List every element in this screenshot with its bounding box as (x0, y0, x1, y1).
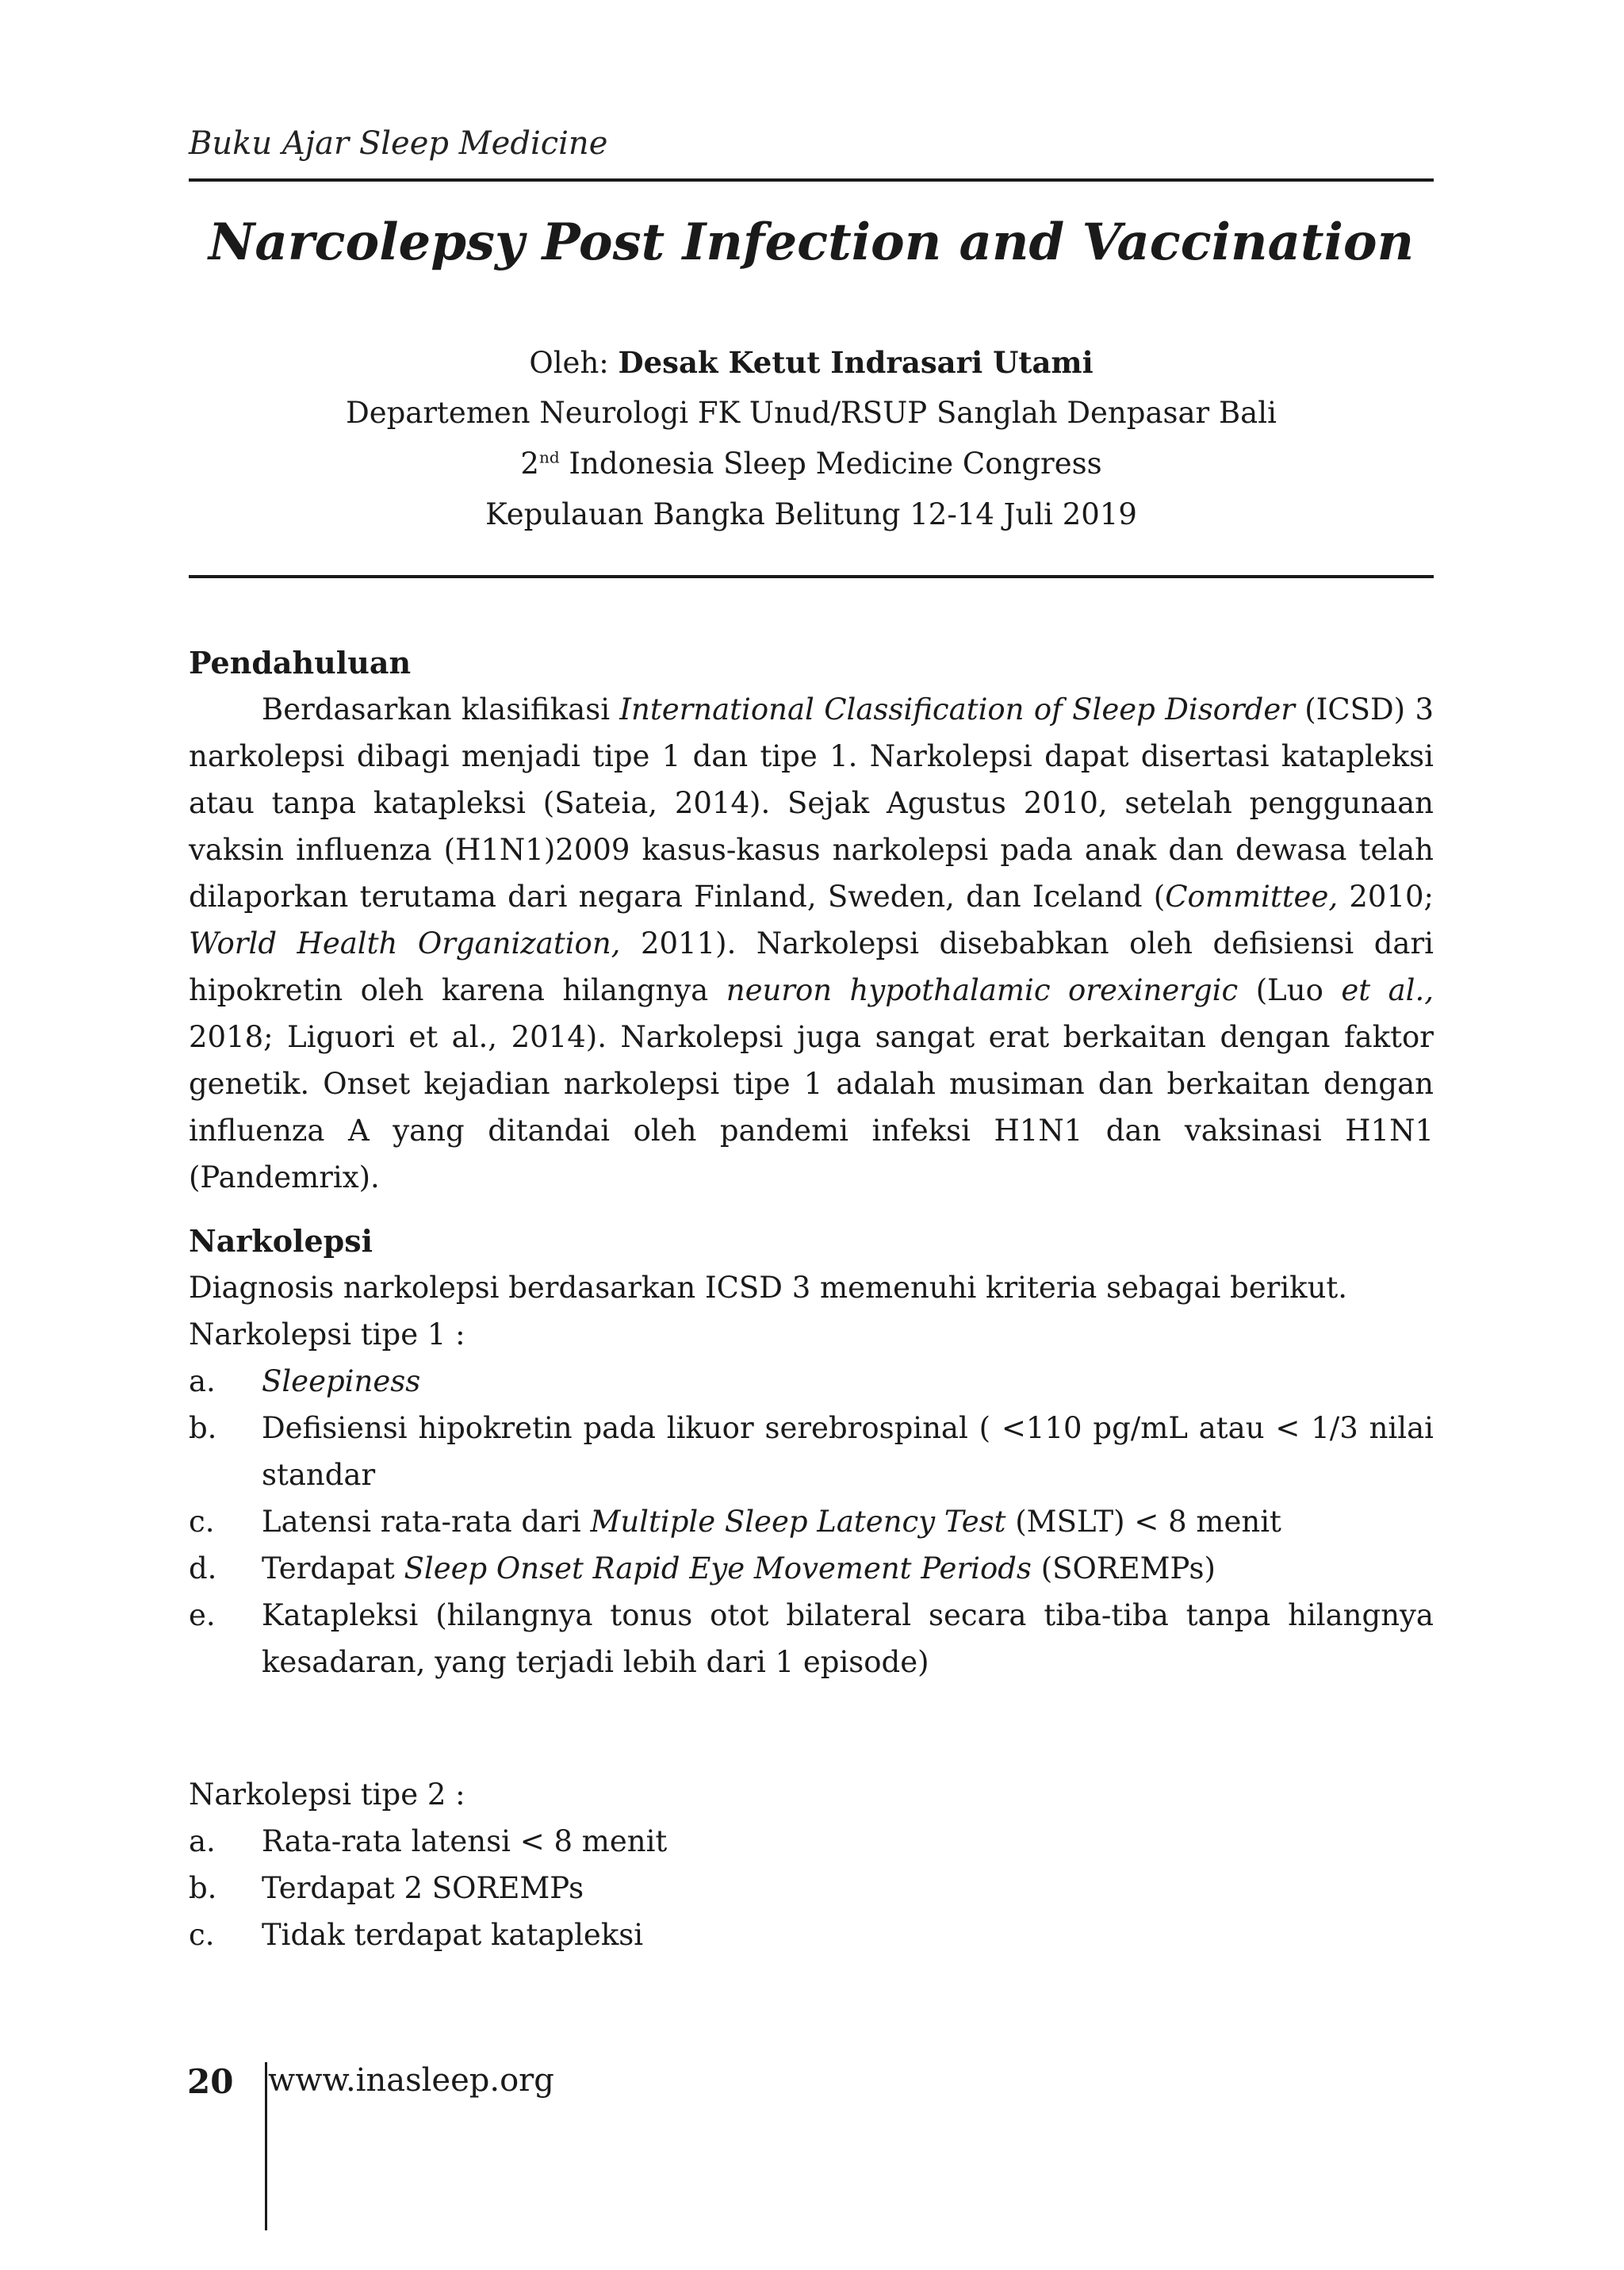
type2-label: Narkolepsi tipe 2 : (189, 1777, 465, 1812)
list-item-text (262, 1498, 1434, 1545)
page-number: 20 (187, 2062, 234, 2101)
list-marker: c. (189, 1505, 215, 1539)
byline-rule (189, 575, 1434, 578)
narkolepsi-intro: Diagnosis narkolepsi berdasarkan ICSD 3 memenuhi kriteria sebagai berikut. (189, 1271, 1348, 1305)
list-marker: e. (189, 1598, 216, 1632)
list-item (189, 1545, 1434, 1592)
list-item-text: Terdapat 2 SOREMPs (262, 1871, 584, 1905)
section-heading-narkolepsi: Narkolepsi (189, 1223, 373, 1259)
intro-italic-4: neuron hypothalamic orexinergic (726, 973, 1239, 1007)
list-item (189, 1865, 1434, 1911)
congress-name: Indonesia Sleep Medicine Congress (569, 447, 1102, 481)
list-item-text (262, 1358, 1434, 1405)
type2-criteria-list (189, 1818, 1434, 1958)
intro-text-6: 2018; Liguori et al., 2014). Narkolepsi juga sangat erat berkaitan dengan faktor genetik. Onset kejadian narkolepsi tipe 1 adalah musiman dan berkaitan dengan influenza A yang ditandai oleh pandemi infeksi H1N1 dan vaksinasi H1N1 (Pandemrix). (189, 1020, 1434, 1194)
list-marker: b. (189, 1411, 217, 1445)
list-item-after: (MSLT) < 8 menit (1015, 1505, 1281, 1539)
type1-criteria-list (189, 1358, 1434, 1685)
intro-text-3: 2010; (1349, 880, 1434, 914)
running-head: Buku Ajar Sleep Medicine (189, 125, 608, 162)
list-item-text: Defisiensi hipokretin pada likuor serebrospinal ( <110 pg/mL atau < 1/3 nilai standar (262, 1411, 1434, 1492)
intro-text-5: (Luo (1255, 973, 1323, 1007)
list-item-after: (SOREMPs) (1040, 1551, 1216, 1586)
list-item (189, 1818, 1434, 1865)
intro-paragraph (189, 686, 1434, 1201)
intro-text-4: 2011). Narkolepsi disebabkan oleh defisiensi dari hipokretin oleh karena hilangnya (189, 926, 1434, 1007)
congress-ordinal-suffix: nd (538, 447, 560, 467)
list-item (189, 1592, 1434, 1685)
author-line (189, 337, 1434, 388)
list-item (189, 1358, 1434, 1405)
list-item-italic: Sleep Onset Rapid Eye Movement Periods (404, 1551, 1032, 1586)
list-item-text: Katapleksi (hilangnya tonus otot bilateral secara tiba-tiba tanpa hilangnya kesadaran, yang terjadi lebih dari 1 episode) (262, 1598, 1434, 1679)
list-item-text: Tidak terdapat katapleksi (262, 1918, 644, 1952)
list-item (189, 1498, 1434, 1545)
list-item (189, 1405, 1434, 1498)
list-item (189, 1911, 1434, 1958)
article-title: Narcolepsy Post Infection and Vaccination (208, 213, 1415, 272)
list-item-text (262, 1545, 1434, 1592)
intro-section (189, 639, 1434, 1201)
location-date: Kepulauan Bangka Belitung 12-14 Juli 2019 (485, 497, 1137, 531)
affiliation: Departemen Neurologi FK Unud/RSUP Sanglah Denpasar Bali (346, 396, 1277, 430)
list-item-before: Terdapat (262, 1551, 395, 1586)
type2-section (189, 1771, 1434, 1958)
list-item-before: Latensi rata-rata dari (262, 1505, 581, 1539)
list-marker: a. (189, 1824, 216, 1858)
type1-label: Narkolepsi tipe 1 : (189, 1317, 465, 1352)
list-item-text: Rata-rata latensi < 8 menit (262, 1824, 668, 1858)
intro-italic-5: et al., (1341, 973, 1434, 1007)
author-name: Desak Ketut Indrasari Utami (618, 345, 1094, 380)
list-marker: a. (189, 1364, 216, 1398)
congress-ordinal-number: 2 (520, 447, 539, 481)
list-item-italic: Multiple Sleep Latency Test (590, 1505, 1006, 1539)
byline-block (189, 337, 1434, 540)
section-heading-pendahuluan: Pendahuluan (189, 645, 412, 681)
list-item-italic: Sleepiness (262, 1364, 421, 1398)
intro-italic-2: Committee, (1165, 880, 1339, 914)
byline-prefix: Oleh: (529, 346, 609, 380)
congress-line (189, 439, 1434, 489)
intro-italic-3: World Health Organization, (189, 926, 621, 961)
intro-italic-1: International Classification of Sleep Disorder (619, 692, 1295, 727)
website-url: www.inasleep.org (268, 2062, 554, 2099)
list-marker: d. (189, 1551, 217, 1586)
intro-text-2: (ICSD) 3 narkolepsi dibagi menjadi tipe 1 dan tipe 1. Narkolepsi dapat disertasi katapleksi atau tanpa katapleksi (Sateia, 2014). Sejak Agustus 2010, setelah penggunaan vaksin influenza (H1N1)2009 kasus-kasus narkolepsi pada anak dan dewasa telah dilaporkan terutama dari negara Finland, Sweden, dan Iceland ( (189, 692, 1434, 914)
header-rule (189, 178, 1434, 182)
intro-text-1: Berdasarkan klasifikasi (262, 692, 611, 727)
list-marker: b. (189, 1871, 217, 1905)
narkolepsi-section (189, 1217, 1434, 1685)
footer-rule (265, 2062, 267, 2230)
list-marker: c. (189, 1918, 215, 1952)
